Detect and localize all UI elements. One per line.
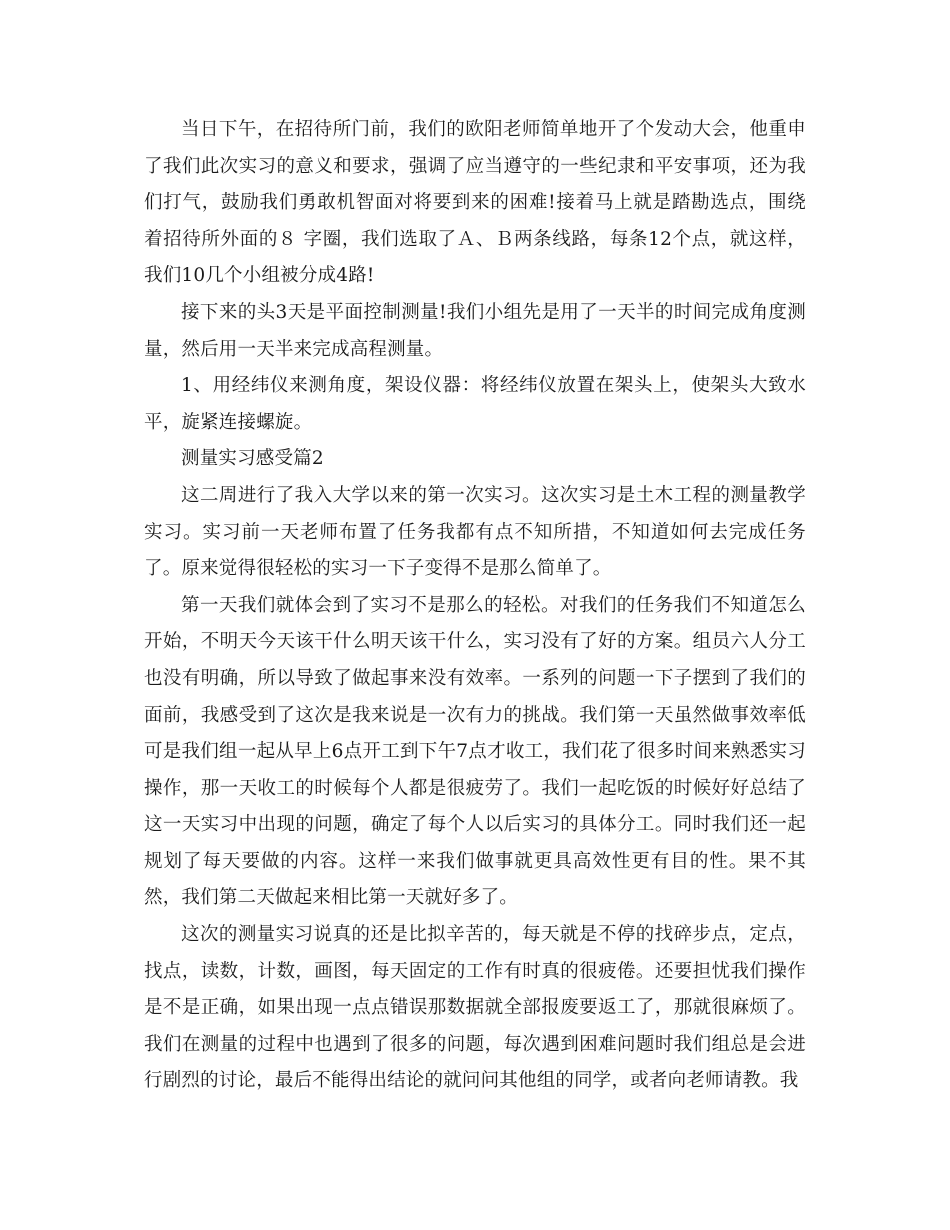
- paragraph: 当日下午，在招待所门前，我们的欧阳老师简单地开了个发动大会，他重申了我们此次实习的意义和要求，强调了应当遵守的一些纪隶和平安事项，还为我们打气，鼓励我们勇敢机智面对将要到来的困难!接着马上就是踏勘选点，围绕着招待所外面的８ 字圈，我们选取了Ａ、Ｂ两条线路，每条12个点，就这样，我们10几个小组被分成4路!: [144, 119, 806, 287]
- paragraph: 这次的测量实习说真的还是比拟辛苦的，每天就是不停的找碎步点，定点，找点，读数，计数，画图，每天固定的工作有时真的很疲倦。还要担忧我们操作是不是正确，如果出现一点点错误那数据就全部报废要返工了，那就很麻烦了。我们在测量的过程中也遇到了很多的问题，每次遇到困难问题时我们组总是会进行剧烈的讨论，最后不能得出结论的就问问其他组的同学，或者向老师请教。我: [144, 924, 806, 1092]
- paragraph: 1、用经纬仪来测角度，架设仪器：将经纬仪放置在架头上，使架头大致水平，旋紧连接螺旋。: [144, 375, 806, 433]
- paragraph: 第一天我们就体会到了实习不是那么的轻松。对我们的任务我们不知道怎么开始，不明天今天该干什么明天该干什么，实习没有了好的方案。组员六人分工也没有明确，所以导致了做起事来没有效率。一系列的问题一下子摆到了我们的面前，我感受到了这次是我来说是一次有力的挑战。我们第一天虽然做事效率低可是我们组一起从早上6点开工到下午7点才收工，我们花了很多时间来熟悉实习操作，那一天收工的时候每个人都是很疲劳了。我们一起吃饭的时候好好总结了这一天实习中出现的问题，确定了每个人以后实习的具体分工。同时我们还一起规划了每天要做的内容。这样一来我们做事就更具高效性更有目的性。果不其然，我们第二天做起来相比第一天就好多了。: [144, 594, 806, 909]
- document-body: [144, 112, 806, 1100]
- paragraph: 这二周进行了我入大学以来的第一次实习。这次实习是土木工程的测量教学实习。实习前一天老师布置了任务我都有点不知所措，不知道如何去完成任务了。原来觉得很轻松的实习一下子变得不是那么简单了。: [144, 484, 806, 580]
- paragraph: 接下来的头3天是平面控制测量!我们小组先是用了一天半的时间完成角度测量，然后用一天半来完成高程测量。: [144, 301, 806, 360]
- section-heading: 测量实习感受篇2: [181, 448, 324, 470]
